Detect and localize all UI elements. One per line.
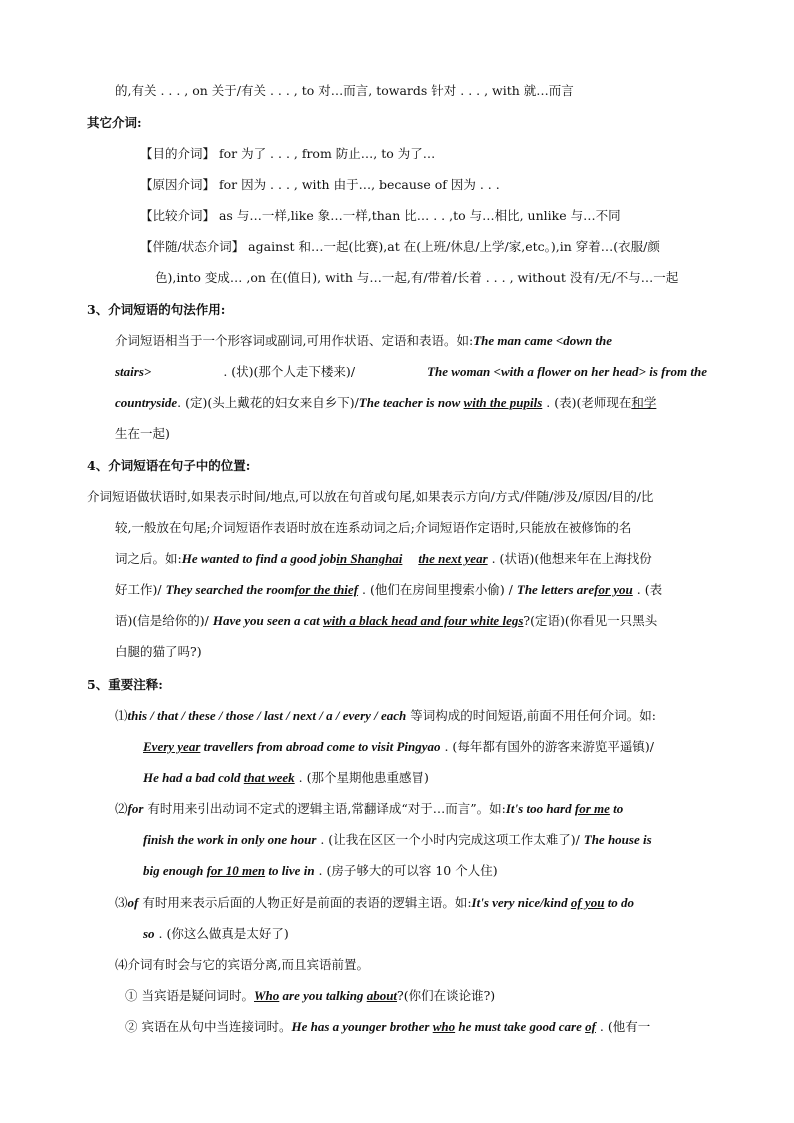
text-span: ① 当宾语是疑问词时。 (125, 988, 254, 1003)
text-line (115, 549, 652, 569)
text-span: . (那个星期他患重感冒) (294, 770, 429, 785)
example-text: are you talking (279, 988, 367, 1003)
section-heading: 5、重要注释: (87, 677, 163, 692)
text-span: ?(定语)(你看见一只黑头 (523, 613, 658, 628)
text-line: 【比较介词】 as 与…一样,like 象…一样,than 比… . . ,to 与…相比, unlike 与…不同 (140, 208, 621, 223)
text-span: ⑴ (115, 708, 128, 723)
text-line: 白腿的猫了吗?) (115, 644, 202, 659)
example-text: to do (604, 895, 635, 910)
text-line (143, 924, 289, 944)
section-heading: 其它介词: (87, 115, 142, 130)
text-line: 较,一般放在句尾;介词短语作表语时放在连系动词之后;介词短语作定语时,只能放在被修饰的名 (115, 520, 632, 535)
example-text: of (127, 895, 139, 910)
text-span: . (他有一 (595, 1019, 651, 1034)
underlined-phrase: Who (253, 988, 280, 1003)
underlined-phrase: with the pupils (463, 395, 543, 410)
text-span: 词之后。如: (115, 551, 182, 566)
example-text: It's too hard (505, 801, 575, 816)
text-span: . (状)(那个人走下楼来)/ (223, 364, 356, 379)
example-text: to (609, 801, 624, 816)
example-text: he must take good care (455, 1019, 586, 1034)
text-line (115, 611, 657, 631)
text-line: 【伴随/状态介词】 against 和…一起(比赛),at 在(上班/休息/上学/家,etc。),in 穿着…(衣服/颜 (140, 239, 660, 254)
text-span: 好工作)/ (115, 582, 166, 597)
example-text: Have you seen a cat (212, 613, 323, 628)
example-text: this / that / these / those / last / next / a / every / each (127, 708, 407, 723)
text-line (115, 799, 623, 819)
text-line (115, 893, 634, 913)
example-text: The house is (583, 832, 652, 847)
text-line (143, 861, 498, 881)
example-text: big enough (143, 863, 207, 878)
example-text: The woman <with a flower on her head> is from the (427, 364, 707, 379)
text-line (125, 1017, 650, 1037)
underlined-phrase: of (585, 1019, 596, 1034)
text-span: ② 宾语在从句中当连接词时。 (125, 1019, 292, 1034)
text-span: 等词构成的时间短语,前面不用任何介词。如: (406, 708, 656, 723)
example-text: The teacher is now (358, 395, 464, 410)
underlined-phrase: for 10 men (206, 863, 266, 878)
text-line (143, 768, 429, 788)
underlined-phrase: of you (570, 895, 605, 910)
text-line: ⑷介词有时会与它的宾语分离,而且宾语前置。 (115, 957, 369, 972)
text-span: . (他们在房间里搜索小偷) / (358, 582, 517, 597)
text-span: 介词短语相当于一个形容词或副词,可用作状语、定语和表语。如: (115, 333, 474, 348)
text-span: . (房子够大的可以容 10 个人住) (314, 863, 498, 878)
text-span: . (让我在区区一个小时内完成这项工作太难了)/ (316, 832, 584, 847)
text-span: . (状语)(他想来年在上海找份 (487, 551, 652, 566)
underlined-phrase: 和学 (631, 395, 657, 410)
text-line (115, 331, 612, 351)
text-line (115, 580, 662, 600)
text-span: 语)(信是给你的)/ (115, 613, 213, 628)
text-line (115, 362, 707, 382)
example-text: to live in (265, 863, 315, 878)
section-heading: 4、介词短语在句子中的位置: (87, 458, 251, 473)
text-span: 有时用来表示后面的人物正好是前面的表语的逻辑主语。如: (138, 895, 472, 910)
underlined-phrase: about (366, 988, 398, 1003)
text-line: 的,有关 . . . , on 关于/有关 . . . , to 对…而言, towards 针对 . . . , with 就…而言 (115, 83, 574, 98)
underlined-phrase: the next year (418, 551, 488, 566)
underlined-phrase: who (432, 1019, 456, 1034)
underlined-phrase: with a black head and four white legs (322, 613, 524, 628)
underlined-phrase: for you (594, 582, 633, 597)
text-line: 生在一起) (115, 426, 170, 441)
underlined-phrase: that week (243, 770, 295, 785)
underlined-phrase: Every year (143, 739, 201, 754)
text-span: . (每年都有国外的游客来游览平遥镇)/ (440, 739, 654, 754)
example-text: He wanted to find a good job (181, 551, 337, 566)
example-text: He has a younger brother (291, 1019, 433, 1034)
text-span: ⑵ (115, 801, 128, 816)
example-text: for (127, 801, 144, 816)
text-line (125, 986, 495, 1006)
text-line: 【原因介词】 for 因为 . . . , with 由于…, because of 因为 . . . (140, 177, 500, 192)
example-text: The letters are (516, 582, 595, 597)
example-text: It's very nice/kind (471, 895, 571, 910)
text-line: 介词短语做状语时,如果表示时间/地点,可以放在句首或句尾,如果表示方向/方式/伴随/涉及/原因/目的/比 (87, 489, 654, 504)
example-text: The man came <down the (473, 333, 613, 348)
text-span: . (定)(头上戴花的妇女来自乡下)/ (177, 395, 359, 410)
example-text: They searched the room (165, 582, 295, 597)
example-text: countryside (115, 395, 178, 410)
text-line: 色),into 变成… ,on 在(值日), with 与…一起,有/带着/长着 . . . , without 没有/无/不与…一起 (155, 270, 679, 285)
text-span: ?(你们在谈论谁?) (397, 988, 496, 1003)
example-text: stairs> (115, 364, 152, 379)
underlined-phrase: for me (574, 801, 610, 816)
example-text: travellers from abroad come to visit Pingyao (200, 739, 441, 754)
text-line (115, 393, 656, 413)
text-line (143, 737, 654, 757)
text-span: . (表 (632, 582, 663, 597)
text-span: . (表)(老师现在 (542, 395, 632, 410)
text-line (143, 830, 652, 850)
example-text: finish the work in only one hour (143, 832, 317, 847)
section-heading: 3、介词短语的句法作用: (87, 302, 226, 317)
example-text: so (143, 926, 155, 941)
text-span: . (你这么做真是太好了) (154, 926, 289, 941)
text-span: ⑶ (115, 895, 128, 910)
text-span: 有时用来引出动词不定式的逻辑主语,常翻译成“对于…而言”。如: (143, 801, 506, 816)
underlined-phrase: in Shanghai (336, 551, 403, 566)
text-line: 【目的介词】 for 为了 . . . , from 防止…, to 为了… (140, 146, 436, 161)
underlined-phrase: for the thief (294, 582, 359, 597)
example-text: He had a bad cold (143, 770, 244, 785)
text-line (115, 706, 656, 726)
